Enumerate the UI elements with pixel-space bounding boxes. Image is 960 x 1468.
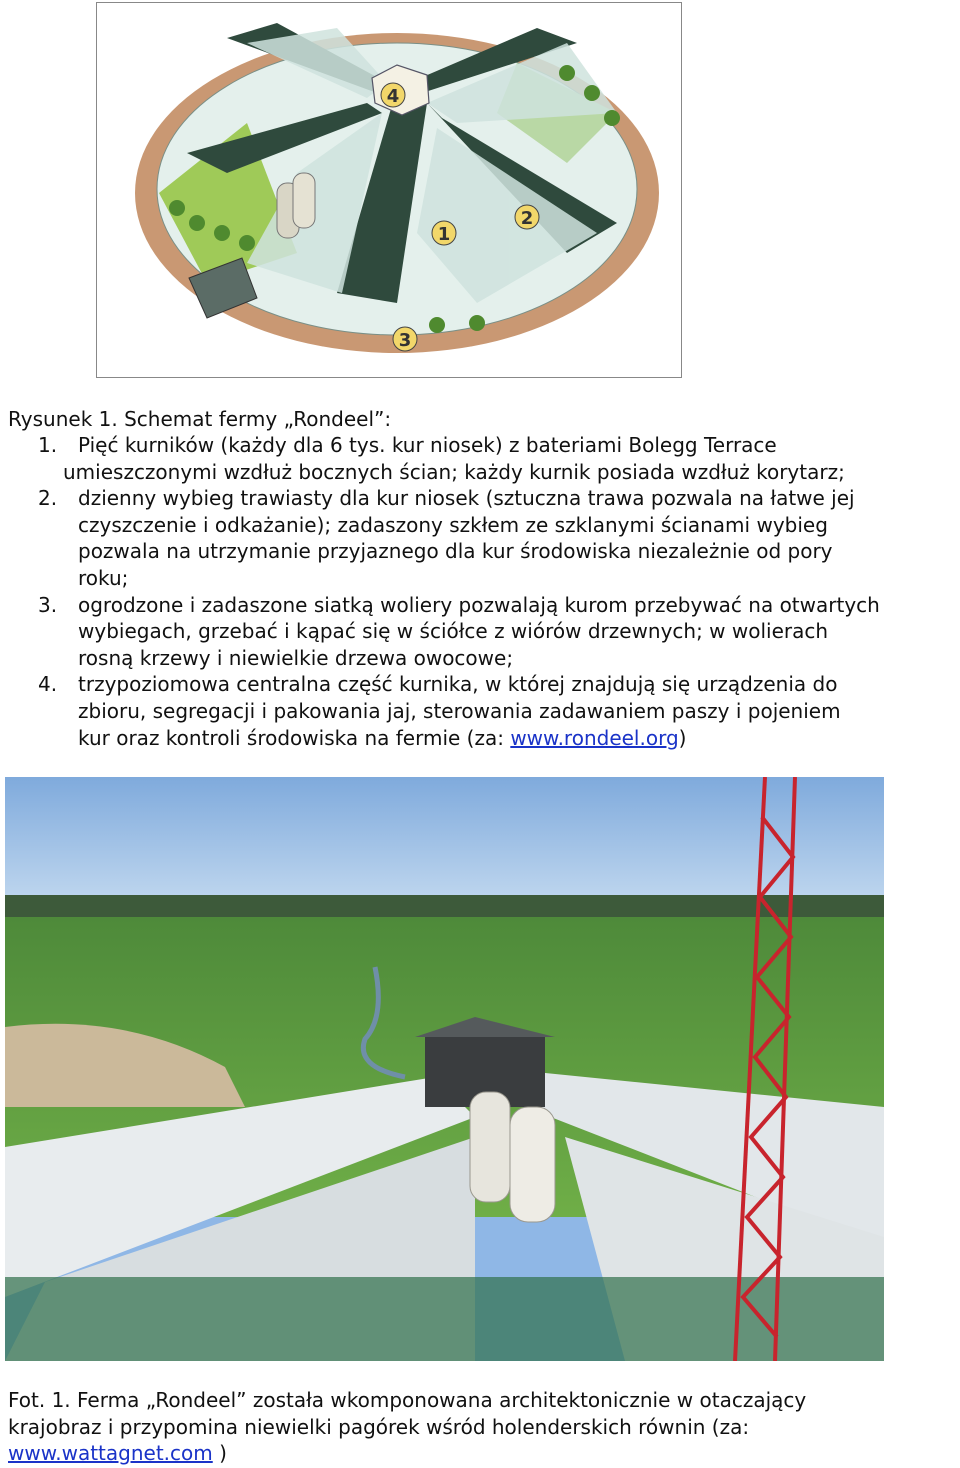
figure-legend-list [8,432,958,751]
legend-line: trzypoziomowa centralna część kurnika, w której znajdują się urządzenia do [78,672,838,697]
legend-line-last [78,725,958,752]
treeline [5,895,884,917]
legend-line: rosną krzewy i niewielkie drzewa owocowe; [78,645,514,670]
label-1: 1 [437,224,451,245]
rondeel-schematic-figure [96,2,682,378]
rondeel-farm-photo [5,777,884,1361]
label-2: 2 [520,208,534,229]
photo-caption [8,1387,806,1467]
silo-2 [293,173,315,228]
legend-item-2 [8,485,958,591]
legend-item-1 [8,432,958,485]
silo-b [510,1107,555,1222]
wattagnet-link[interactable]: www.wattagnet.com [8,1441,213,1466]
label-4: 4 [386,86,400,107]
photo-caption-line-1: Fot. 1. Ferma „Rondeel” została wkomponowana architektonicznie w otaczający [8,1388,807,1412]
legend-item-4 [8,671,958,751]
legend-line: zbioru, segregacji i pakowania jaj, sterowania zadawaniem paszy i pojeniem [78,698,841,723]
legend-line: czyszczenie i odkażanie); zadaszony szkłem ze szklanymi ścianami wybieg [78,512,828,537]
legend-line: roku; [78,565,129,590]
photo-caption-suffix: ) [212,1441,227,1466]
legend-line: wybiegach, grzebać i kąpać się w ściółce z wiórów drzewnych; w wolierach [78,619,829,644]
legend-number: 2. [38,486,58,511]
legend-line: dzienny wybieg trawiasty dla kur niosek (sztuczna trawa pozwala na łatwe jej [78,486,855,511]
legend-number: 4. [38,672,58,697]
legend-number: 3. [38,592,58,617]
silo-a [470,1092,510,1202]
legend-line: Pięć kurników (każdy dla 6 tys. kur niosek) z bateriami Bolegg Terrace [78,433,777,457]
figure-caption-title: Rysunek 1. Schemat fermy „Rondeel”: [8,407,392,431]
rondeel-schematic-drawing [97,3,681,377]
rondeel-link[interactable]: www.rondeel.org [510,725,679,750]
photo-caption-line-2: krajobraz i przypomina niewielki pagórek wśród holenderskich równin (za: [8,1414,750,1439]
legend-line-suffix: ) [678,725,687,750]
legend-number: 1. [38,433,58,457]
legend-line: pozwala na utrzymanie przyjaznego dla kur środowiska niezależnie od pory [78,539,833,564]
legend-line: umieszczonymi wzdłuż bocznych ścian; każdy kurnik posiada wzdłuż korytarz; [63,459,845,484]
farm-photo-drawing [5,777,884,1361]
legend-line: ogrodzone i zadaszone siatką woliery pozwalają kurom przebywać na otwartych [78,592,880,617]
legend-line-prefix: kur oraz kontroli środowiska na fermie (za: [78,725,511,750]
legend-item-3 [8,592,958,672]
label-3: 3 [398,330,412,351]
